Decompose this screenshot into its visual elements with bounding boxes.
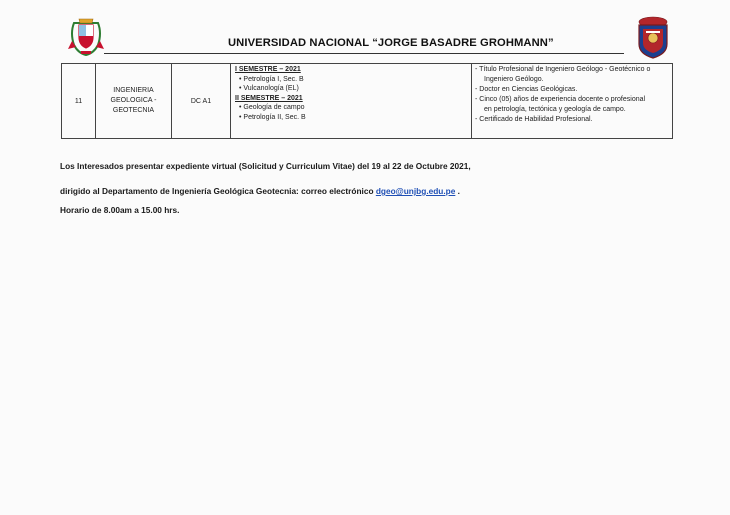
requirement-continuation: Ingeniero Geólogo.	[484, 76, 544, 83]
submission-suffix: .	[455, 186, 460, 196]
submission-instructions	[60, 186, 460, 196]
requirement-item: - Cinco (05) años de experiencia docente o profesional	[475, 96, 646, 103]
career-cell	[96, 64, 172, 139]
office-hours-text: Horario de 8.00am a 15.00 hrs.	[60, 205, 180, 215]
submission-text: dirigido al Departamento de Ingeniería Geológica Geotecnia: correo electrónico	[60, 186, 376, 196]
peru-coat-of-arms-logo	[66, 15, 106, 57]
requirement-continuation: en petrología, tectónica y geología de campo.	[484, 106, 626, 113]
university-title: UNIVERSIDAD NACIONAL “JORGE BASADRE GROHMANN”	[228, 37, 554, 49]
course-item: • Petrología I, Sec. B	[239, 75, 304, 83]
application-period-text: Los Interesados presentar expediente virtual (Solicitud y Curriculum Vitae) del 19 al 22 de Octubre 2021,	[60, 161, 471, 171]
semester-label: I SEMESTRE – 2021	[235, 66, 301, 73]
requirement-item: - Doctor en Ciencias Geológicas.	[475, 86, 578, 93]
career-line: INGENIERIA	[113, 87, 154, 94]
career-line: GEOLOGICA -	[110, 97, 157, 104]
table-row	[62, 64, 673, 139]
courses-cell	[231, 64, 472, 139]
course-item: • Geología de campo	[239, 104, 305, 112]
university-crest-logo	[634, 16, 672, 60]
course-item: • Vulcanología (EL)	[239, 85, 299, 93]
vacancy-table	[61, 63, 673, 139]
requirement-item: - Certificado de Habilidad Profesional.	[475, 116, 593, 123]
course-item: • Petrología II, Sec. B	[239, 113, 306, 121]
header-rule	[104, 53, 624, 54]
email-link[interactable]: dgeo@unjbg.edu.pe	[375, 186, 456, 196]
requirements-cell	[472, 64, 673, 139]
semester-label: II SEMESTRE – 2021	[235, 94, 303, 102]
item-number: 11	[62, 64, 96, 139]
career-line: GEOTECNIA	[112, 107, 155, 114]
position-code: DC A1	[172, 64, 231, 139]
requirement-item: - Título Profesional de Ingeniero Geólogo - Geotécnico o	[475, 66, 651, 73]
